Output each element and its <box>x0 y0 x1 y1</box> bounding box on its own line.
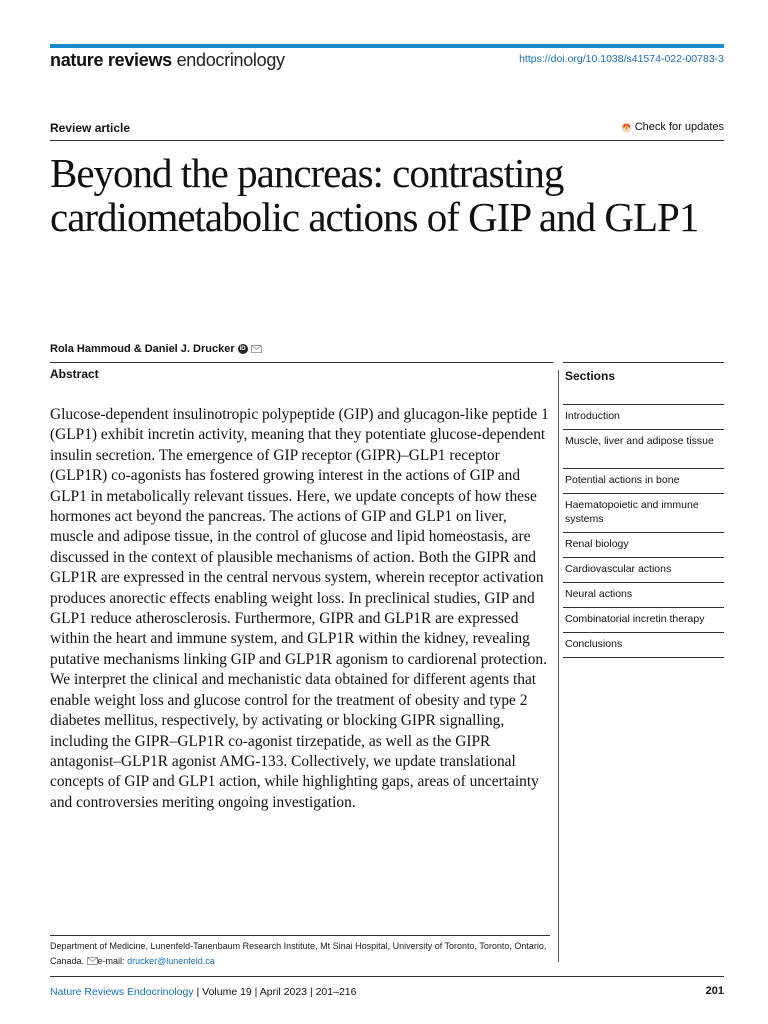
author-email-link[interactable]: drucker@lunenfeld.ca <box>127 956 215 966</box>
journal-accent-bar <box>50 44 724 48</box>
check-updates-icon <box>621 122 632 133</box>
email-label: e-mail: <box>97 956 125 966</box>
abstract-divider <box>50 362 553 363</box>
affiliation-footnote <box>50 939 550 969</box>
footnote-divider <box>50 935 550 936</box>
abstract-heading: Abstract <box>50 367 99 381</box>
journal-name-light: endocrinology <box>176 50 285 70</box>
section-link-conclusions[interactable]: Conclusions <box>563 632 724 658</box>
section-link-cardiovascular[interactable]: Cardiovascular actions <box>563 557 724 582</box>
check-updates-label: Check for updates <box>634 121 724 133</box>
section-link-combinatorial[interactable]: Combinatorial incretin therapy <box>563 607 724 632</box>
column-separator <box>558 370 559 962</box>
footer-volume: | Volume 19 | April 2023 | 201–216 <box>196 986 357 998</box>
sections-divider <box>563 362 724 363</box>
email-icon <box>87 957 98 965</box>
footer-divider <box>50 976 724 977</box>
section-link-introduction[interactable]: Introduction <box>563 404 724 429</box>
section-link-renal[interactable]: Renal biology <box>563 532 724 557</box>
journal-name-bold: nature reviews <box>50 50 172 70</box>
section-link-bone[interactable]: Potential actions in bone <box>563 468 724 493</box>
mail-icon[interactable] <box>251 345 262 353</box>
footer-citation <box>50 986 356 998</box>
journal-name <box>50 50 285 71</box>
page-number: 201 <box>705 985 724 997</box>
doi-link[interactable]: https://doi.org/10.1038/s41574-022-00783-3 <box>519 53 724 65</box>
footer-journal[interactable]: Nature Reviews Endocrinology <box>50 986 194 998</box>
abstract-text: Glucose-dependent insulinotropic polypeptide (GIP) and glucagon-like peptide 1 (GLP1) exhibit incretin activity, meaning that they potentiate glucose-dependent insulin secretion. The emergence of GIP receptor (GIPR)–GLP1 receptor (GLP1R) co-agonists has fostered growing interest in the actions of GIP and GLP1 in metabolically relevant tissues. Here, we update concepts of how these hormones act beyond the pancreas. The actions of GIP and GLP1 on liver, muscle and adipose tissue, in the control of glucose and lipid homeostasis, are discussed in the context of plausible mechanisms of action. Both the GIPR and GLP1R are expressed in the central nervous system, wherein receptor activation produces anorectic effects enabling weight loss. In preclinical studies, GIP and GLP1 reduce atherosclerosis. Furthermore, GIPR and GLP1R are expressed within the heart and immune system, and GLP1R within the kidney, revealing putative mechanisms linking GIP and GLP1R agonism to cardiorenal protection. We interpret the clinical and mechanistic data obtained for different agents that enable weight loss and glucose control for the treatment of obesity and type 2 diabetes mellitus, respectively, by activating or blocking GIPR signalling, including the GIPR–GLP1R co-agonist tirzepatide, as well as the GIPR antagonist–GLP1R agonist AMG-133. Collectively, we update translational concepts of GIP and GLP1 action, while highlighting gaps, areas of uncertainty and controversies meriting ongoing investigation. <box>50 406 549 811</box>
author-line <box>50 343 262 355</box>
section-link-neural[interactable]: Neural actions <box>563 582 724 607</box>
header-divider <box>50 140 724 141</box>
sections-nav <box>563 404 724 658</box>
section-link-muscle-liver-adipose[interactable]: Muscle, liver and adipose tissue <box>563 429 724 468</box>
affiliation: Department of Medicine, Lunenfeld-Tanenbaum Research Institute, Mt Sinai Hospital, University of Toronto, Toronto, Ontario, Canada. <box>50 941 547 966</box>
check-for-updates-button[interactable] <box>621 121 724 133</box>
article-type: Review article <box>50 121 131 135</box>
sections-heading: Sections <box>565 369 616 383</box>
article-title: Beyond the pancreas: contrasting cardiometabolic actions of GIP and GLP1 <box>50 150 699 240</box>
authors: Rola Hammoud & Daniel J. Drucker <box>50 343 235 355</box>
section-link-haematopoietic-immune[interactable]: Haematopoietic and immune systems <box>563 493 724 532</box>
orcid-icon[interactable]: iD <box>239 346 246 352</box>
